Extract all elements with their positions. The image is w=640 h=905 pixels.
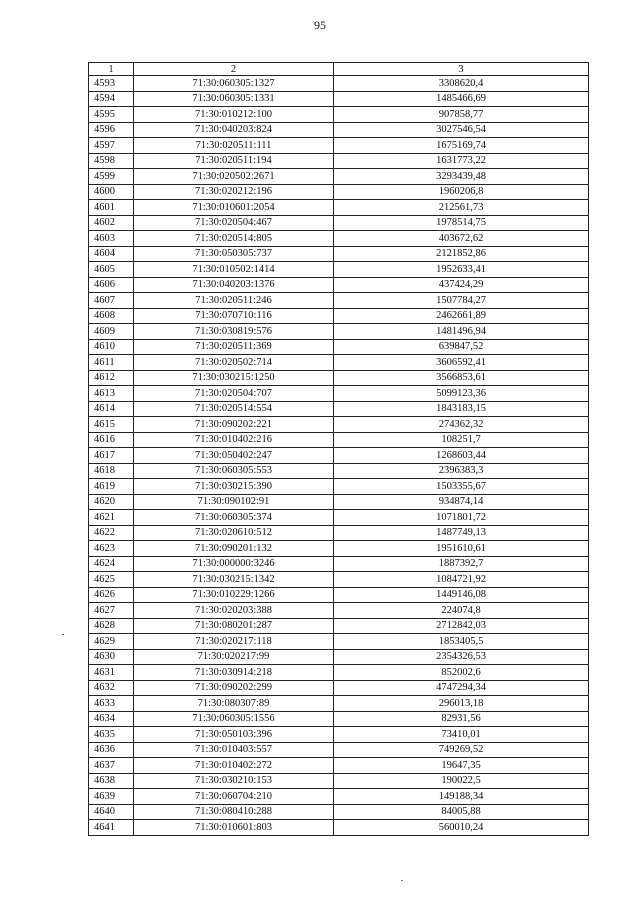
value-cell: 4747294,34 — [334, 680, 589, 696]
value-cell: 1487749,13 — [334, 525, 589, 541]
value-cell: 2462661,89 — [334, 308, 589, 324]
cadastral-number-cell: 71:30:050402:247 — [134, 448, 334, 464]
row-number-cell: 4601 — [89, 200, 134, 216]
cadastral-number-cell: 71:30:030819:576 — [134, 324, 334, 340]
table-row — [89, 603, 589, 619]
value-cell: 190022,5 — [334, 773, 589, 789]
row-number-cell: 4637 — [89, 758, 134, 774]
value-cell: 1960206,8 — [334, 184, 589, 200]
row-number-cell: 4614 — [89, 401, 134, 417]
cadastral-number-cell: 71:30:030215:1342 — [134, 572, 334, 588]
value-cell: 274362,32 — [334, 417, 589, 433]
table-row — [89, 432, 589, 448]
row-number-cell: 4619 — [89, 479, 134, 495]
row-number-cell: 4613 — [89, 386, 134, 402]
row-number-cell: 4596 — [89, 122, 134, 138]
row-number-cell: 4605 — [89, 262, 134, 278]
row-number-cell: 4600 — [89, 184, 134, 200]
cadastral-number-cell: 71:30:020212:196 — [134, 184, 334, 200]
table-row — [89, 153, 589, 169]
table-row — [89, 339, 589, 355]
value-cell: 1887392,7 — [334, 556, 589, 572]
value-cell: 296013,18 — [334, 696, 589, 712]
value-cell: 403672,62 — [334, 231, 589, 247]
value-cell: 1507784,27 — [334, 293, 589, 309]
scan-speck — [62, 634, 64, 635]
table-body — [89, 76, 589, 836]
table-row — [89, 184, 589, 200]
value-cell: 3308620,4 — [334, 76, 589, 92]
cadastral-number-cell: 71:30:020203:388 — [134, 603, 334, 619]
cadastral-number-cell: 71:30:060305:374 — [134, 510, 334, 526]
row-number-cell: 4640 — [89, 804, 134, 820]
value-cell: 1843183,15 — [334, 401, 589, 417]
table-row — [89, 773, 589, 789]
column-header-3: 3 — [334, 63, 589, 76]
table-row — [89, 680, 589, 696]
row-number-cell: 4632 — [89, 680, 134, 696]
cadastral-number-cell: 71:30:070710:116 — [134, 308, 334, 324]
row-number-cell: 4603 — [89, 231, 134, 247]
table-row — [89, 107, 589, 123]
table-row — [89, 231, 589, 247]
table-row — [89, 634, 589, 650]
row-number-cell: 4628 — [89, 618, 134, 634]
row-number-cell: 4609 — [89, 324, 134, 340]
row-number-cell: 4612 — [89, 370, 134, 386]
table-row — [89, 727, 589, 743]
cadastral-number-cell: 71:30:010601:2054 — [134, 200, 334, 216]
row-number-cell: 4606 — [89, 277, 134, 293]
table-row — [89, 758, 589, 774]
value-cell: 1449146,08 — [334, 587, 589, 603]
table-row — [89, 711, 589, 727]
row-number-cell: 4597 — [89, 138, 134, 154]
table-row — [89, 215, 589, 231]
row-number-cell: 4633 — [89, 696, 134, 712]
row-number-cell: 4618 — [89, 463, 134, 479]
table-row — [89, 386, 589, 402]
cadastral-number-cell: 71:30:040203:1376 — [134, 277, 334, 293]
value-cell: 749269,52 — [334, 742, 589, 758]
value-cell: 212561,73 — [334, 200, 589, 216]
cadastral-number-cell: 71:30:020217:118 — [134, 634, 334, 650]
row-number-cell: 4641 — [89, 820, 134, 836]
table-row — [89, 401, 589, 417]
cadastral-number-cell: 71:30:080410:288 — [134, 804, 334, 820]
cadastral-number-cell: 71:30:000000:3246 — [134, 556, 334, 572]
table-row — [89, 541, 589, 557]
cadastral-number-cell: 71:30:090202:299 — [134, 680, 334, 696]
row-number-cell: 4595 — [89, 107, 134, 123]
value-cell: 82931,56 — [334, 711, 589, 727]
row-number-cell: 4611 — [89, 355, 134, 371]
value-cell: 907858,77 — [334, 107, 589, 123]
cadastral-number-cell: 71:30:010229:1266 — [134, 587, 334, 603]
value-cell: 108251,7 — [334, 432, 589, 448]
row-number-cell: 4630 — [89, 649, 134, 665]
row-number-cell: 4631 — [89, 665, 134, 681]
row-number-cell: 4593 — [89, 76, 134, 92]
table-row — [89, 510, 589, 526]
table-row — [89, 448, 589, 464]
value-cell: 2354326,53 — [334, 649, 589, 665]
value-cell: 2396383,3 — [334, 463, 589, 479]
table-row — [89, 138, 589, 154]
value-cell: 1481496,94 — [334, 324, 589, 340]
cadastral-number-cell: 71:30:020504:467 — [134, 215, 334, 231]
row-number-cell: 4638 — [89, 773, 134, 789]
table-row — [89, 820, 589, 836]
table-row — [89, 308, 589, 324]
page-number: 95 — [314, 18, 326, 32]
table-row — [89, 572, 589, 588]
value-cell: 1084721,92 — [334, 572, 589, 588]
value-cell: 1631773,22 — [334, 153, 589, 169]
row-number-cell: 4627 — [89, 603, 134, 619]
cadastral-number-cell: 71:30:010601:803 — [134, 820, 334, 836]
cadastral-number-cell: 71:30:060305:1556 — [134, 711, 334, 727]
row-number-cell: 4636 — [89, 742, 134, 758]
table-row — [89, 246, 589, 262]
cadastral-number-cell: 71:30:080307:89 — [134, 696, 334, 712]
cadastral-number-cell: 71:30:010212:100 — [134, 107, 334, 123]
value-cell: 3027546,54 — [334, 122, 589, 138]
row-number-cell: 4610 — [89, 339, 134, 355]
cadastral-number-cell: 71:30:020511:111 — [134, 138, 334, 154]
row-number-cell: 4607 — [89, 293, 134, 309]
table-row — [89, 293, 589, 309]
table-row — [89, 262, 589, 278]
value-cell: 1853405,5 — [334, 634, 589, 650]
row-number-cell: 4639 — [89, 789, 134, 805]
value-cell: 934874,14 — [334, 494, 589, 510]
table-row — [89, 463, 589, 479]
table-row — [89, 76, 589, 92]
table-row — [89, 556, 589, 572]
row-number-cell: 4604 — [89, 246, 134, 262]
registry-table — [88, 62, 589, 836]
value-cell: 84005,88 — [334, 804, 589, 820]
table-row — [89, 618, 589, 634]
value-cell: 2121852,86 — [334, 246, 589, 262]
table-row — [89, 122, 589, 138]
value-cell: 1952633,41 — [334, 262, 589, 278]
table-row — [89, 91, 589, 107]
row-number-cell: 4616 — [89, 432, 134, 448]
cadastral-number-cell: 71:30:050305:737 — [134, 246, 334, 262]
row-number-cell: 4620 — [89, 494, 134, 510]
value-cell: 1268603,44 — [334, 448, 589, 464]
value-cell: 5099123,36 — [334, 386, 589, 402]
value-cell: 73410,01 — [334, 727, 589, 743]
table-row — [89, 649, 589, 665]
cadastral-number-cell: 71:30:030215:1250 — [134, 370, 334, 386]
table-row — [89, 804, 589, 820]
cadastral-number-cell: 71:30:050103:396 — [134, 727, 334, 743]
cadastral-number-cell: 71:30:090202:221 — [134, 417, 334, 433]
table-row — [89, 169, 589, 185]
registry-table-container — [88, 62, 588, 836]
table-row — [89, 370, 589, 386]
table-row — [89, 417, 589, 433]
value-cell: 437424,29 — [334, 277, 589, 293]
row-number-cell: 4634 — [89, 711, 134, 727]
cadastral-number-cell: 71:30:010502:1414 — [134, 262, 334, 278]
cadastral-number-cell: 71:30:030215:390 — [134, 479, 334, 495]
value-cell: 2712842,03 — [334, 618, 589, 634]
value-cell: 3293439,48 — [334, 169, 589, 185]
cadastral-number-cell: 71:30:020610:512 — [134, 525, 334, 541]
cadastral-number-cell: 71:30:060305:1327 — [134, 76, 334, 92]
value-cell: 224074,8 — [334, 603, 589, 619]
value-cell: 19647,35 — [334, 758, 589, 774]
table-row — [89, 324, 589, 340]
value-cell: 1485466,69 — [334, 91, 589, 107]
value-cell: 1675169,74 — [334, 138, 589, 154]
value-cell: 1503355,67 — [334, 479, 589, 495]
table-header-row — [89, 63, 589, 76]
table-row — [89, 277, 589, 293]
row-number-cell: 4598 — [89, 153, 134, 169]
table-row — [89, 665, 589, 681]
value-cell: 1071801,72 — [334, 510, 589, 526]
column-header-1: 1 — [89, 63, 134, 76]
cadastral-number-cell: 71:30:040203:824 — [134, 122, 334, 138]
value-cell: 852002,6 — [334, 665, 589, 681]
table-row — [89, 789, 589, 805]
cadastral-number-cell: 71:30:090201:132 — [134, 541, 334, 557]
table-row — [89, 525, 589, 541]
row-number-cell: 4617 — [89, 448, 134, 464]
row-number-cell: 4624 — [89, 556, 134, 572]
value-cell: 149188,34 — [334, 789, 589, 805]
column-header-2: 2 — [134, 63, 334, 76]
table-row — [89, 355, 589, 371]
cadastral-number-cell: 71:30:010402:216 — [134, 432, 334, 448]
row-number-cell: 4626 — [89, 587, 134, 603]
table-row — [89, 479, 589, 495]
cadastral-number-cell: 71:30:020511:246 — [134, 293, 334, 309]
row-number-cell: 4621 — [89, 510, 134, 526]
table-row — [89, 742, 589, 758]
table-row — [89, 696, 589, 712]
value-cell: 560010,24 — [334, 820, 589, 836]
cadastral-number-cell: 71:30:020514:805 — [134, 231, 334, 247]
value-cell: 3566853,61 — [334, 370, 589, 386]
cadastral-number-cell: 71:30:080201:287 — [134, 618, 334, 634]
cadastral-number-cell: 71:30:020504:707 — [134, 386, 334, 402]
row-number-cell: 4594 — [89, 91, 134, 107]
table-row — [89, 494, 589, 510]
value-cell: 1978514,75 — [334, 215, 589, 231]
cadastral-number-cell: 71:30:020511:194 — [134, 153, 334, 169]
cadastral-number-cell: 71:30:030210:153 — [134, 773, 334, 789]
row-number-cell: 4622 — [89, 525, 134, 541]
cadastral-number-cell: 71:30:090102:91 — [134, 494, 334, 510]
cadastral-number-cell: 71:30:020502:2671 — [134, 169, 334, 185]
cadastral-number-cell: 71:30:020511:369 — [134, 339, 334, 355]
row-number-cell: 4625 — [89, 572, 134, 588]
cadastral-number-cell: 71:30:020217:99 — [134, 649, 334, 665]
cadastral-number-cell: 71:30:060305:553 — [134, 463, 334, 479]
value-cell: 1951610,61 — [334, 541, 589, 557]
row-number-cell: 4608 — [89, 308, 134, 324]
row-number-cell: 4615 — [89, 417, 134, 433]
cadastral-number-cell: 71:30:010403:557 — [134, 742, 334, 758]
value-cell: 3606592,41 — [334, 355, 589, 371]
row-number-cell: 4599 — [89, 169, 134, 185]
cadastral-number-cell: 71:30:020514:554 — [134, 401, 334, 417]
cadastral-number-cell: 71:30:060704:210 — [134, 789, 334, 805]
cadastral-number-cell: 71:30:060305:1331 — [134, 91, 334, 107]
row-number-cell: 4602 — [89, 215, 134, 231]
row-number-cell: 4623 — [89, 541, 134, 557]
row-number-cell: 4635 — [89, 727, 134, 743]
cadastral-number-cell: 71:30:010402:272 — [134, 758, 334, 774]
scan-speck — [401, 880, 403, 881]
row-number-cell: 4629 — [89, 634, 134, 650]
table-row — [89, 587, 589, 603]
cadastral-number-cell: 71:30:020502:714 — [134, 355, 334, 371]
cadastral-number-cell: 71:30:030914:218 — [134, 665, 334, 681]
value-cell: 639847,52 — [334, 339, 589, 355]
table-row — [89, 200, 589, 216]
